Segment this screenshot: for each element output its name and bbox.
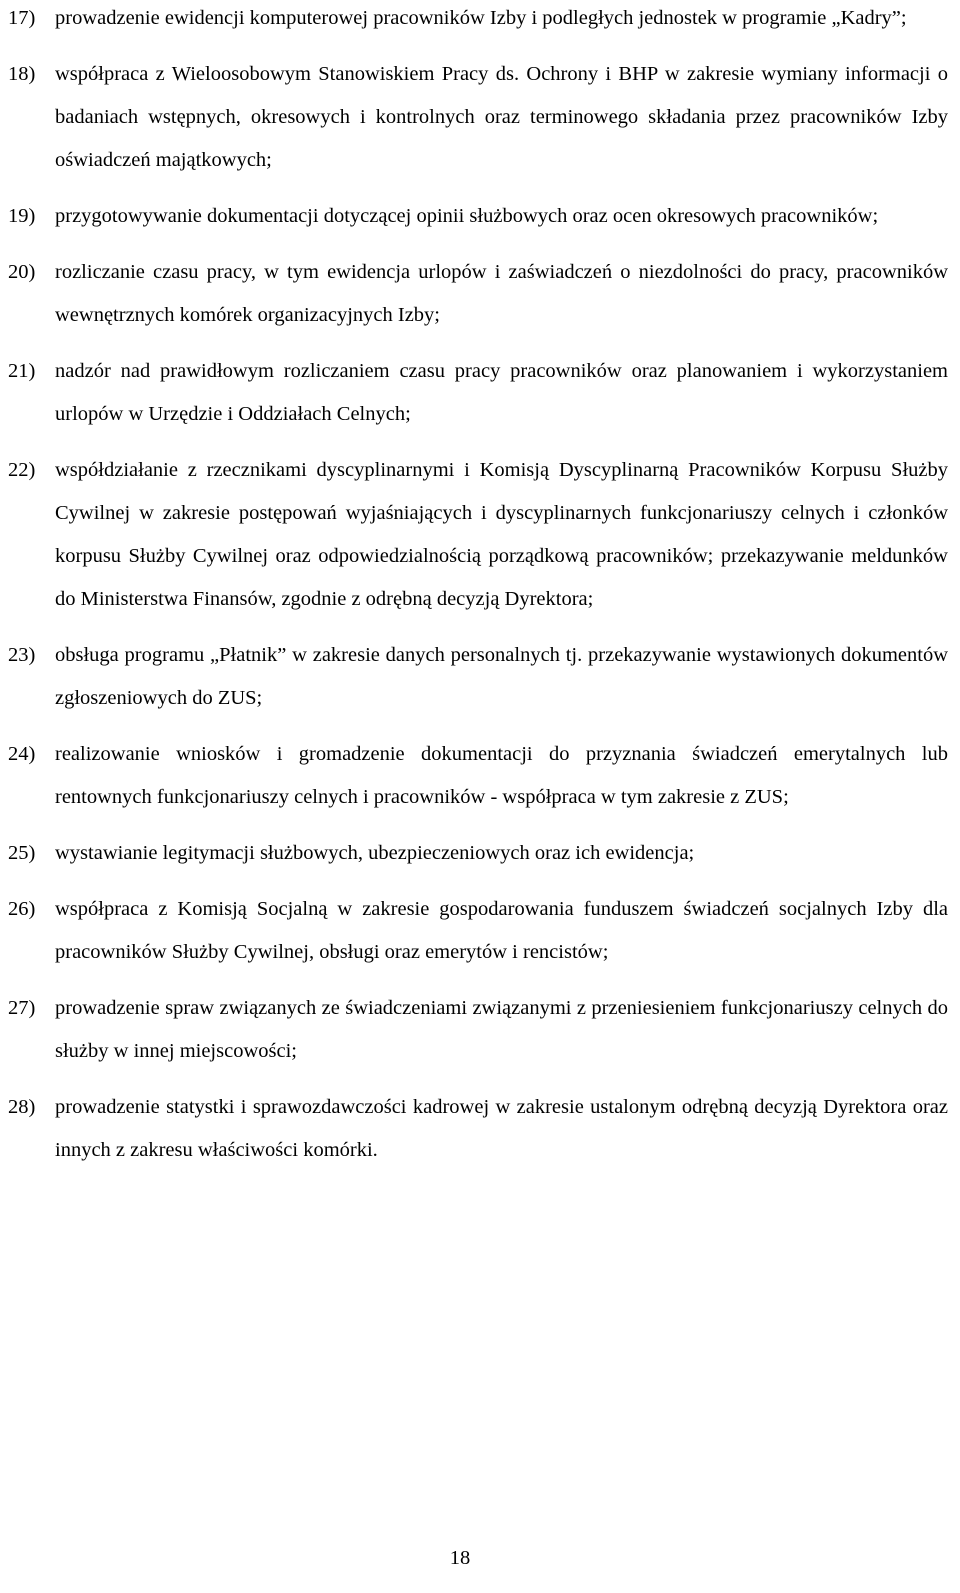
item-text: rozliczanie czasu pracy, w tym ewidencja urlopów i zaświadczeń o niezdolności do pracy, pracowników wewnętrznych komórek organizacyjnych Izby; <box>55 261 948 326</box>
item-number: 20) <box>8 261 36 283</box>
item-number: 28) <box>8 1096 36 1118</box>
item-text: realizowanie wniosków i gromadzenie dokumentacji do przyznania świadczeń emerytalnych lub rentownych funkcjonariuszy celnych i pracowników - współpraca w tym zakresie z ZUS; <box>55 743 948 808</box>
item-text: współpraca z Komisją Socjalną w zakresie gospodarowania funduszem świadczeń socjalnych Izby dla pracowników Służby Cywilnej, obsługi oraz emerytów i rencistów; <box>55 898 948 963</box>
item-number: 25) <box>8 842 36 864</box>
item-number: 23) <box>8 644 36 666</box>
duties-list <box>8 0 948 1185</box>
list-item <box>8 733 948 819</box>
item-text: prowadzenie ewidencji komputerowej pracowników Izby i podległych jednostek w programie „Kadry”; <box>55 7 907 29</box>
list-item <box>8 350 948 436</box>
list-item <box>8 195 948 238</box>
list-item <box>8 987 948 1073</box>
list-item <box>8 888 948 974</box>
list-item <box>8 634 948 720</box>
item-number: 24) <box>8 743 36 765</box>
item-text: prowadzenie spraw związanych ze świadczeniami związanymi z przeniesieniem funkcjonariuszy celnych do służby w innej miejscowości; <box>55 997 948 1062</box>
item-number: 21) <box>8 360 36 382</box>
list-item <box>8 251 948 337</box>
item-text: przygotowywanie dokumentacji dotyczącej opinii służbowych oraz ocen okresowych pracowników; <box>55 205 879 227</box>
item-number: 27) <box>8 997 36 1019</box>
item-number: 18) <box>8 63 36 85</box>
item-number: 19) <box>8 205 36 227</box>
item-text: współpraca z Wieloosobowym Stanowiskiem Pracy ds. Ochrony i BHP w zakresie wymiany informacji o badaniach wstępnych, okresowych i kontrolnych oraz terminowego składania przez pracowników Izby oświadczeń majątkowych; <box>55 63 948 171</box>
list-item <box>8 1086 948 1172</box>
item-number: 26) <box>8 898 36 920</box>
item-text: obsługa programu „Płatnik” w zakresie danych personalnych tj. przekazywanie wystawionych dokumentów zgłoszeniowych do ZUS; <box>55 644 948 709</box>
list-item <box>8 0 948 40</box>
page-number: 18 <box>449 1547 471 1569</box>
list-item <box>8 832 948 875</box>
item-text: wystawianie legitymacji służbowych, ubezpieczeniowych oraz ich ewidencja; <box>55 842 695 864</box>
item-text: współdziałanie z rzecznikami dyscyplinarnymi i Komisją Dyscyplinarną Pracowników Korpusu Służby Cywilnej w zakresie postępowań wyjaśniających i dyscyplinarnych funkcjonariuszy celnych i członków korpusu Służby Cywilnej oraz odpowiedzialnością porządkową pracowników; przekazywanie meldunków do Ministerstwa Finansów, zgodnie z odrębną decyzją Dyrektora; <box>55 459 948 610</box>
item-number: 22) <box>8 459 36 481</box>
list-item <box>8 53 948 182</box>
list-item <box>8 449 948 621</box>
item-text: prowadzenie statystki i sprawozdawczości kadrowej w zakresie ustalonym odrębną decyzją Dyrektora oraz innych z zakresu właściwości komórki. <box>55 1096 948 1161</box>
item-text: nadzór nad prawidłowym rozliczaniem czasu pracy pracowników oraz planowaniem i wykorzystaniem urlopów w Urzędzie i Oddziałach Celnych; <box>55 360 948 425</box>
item-number: 17) <box>8 7 36 29</box>
